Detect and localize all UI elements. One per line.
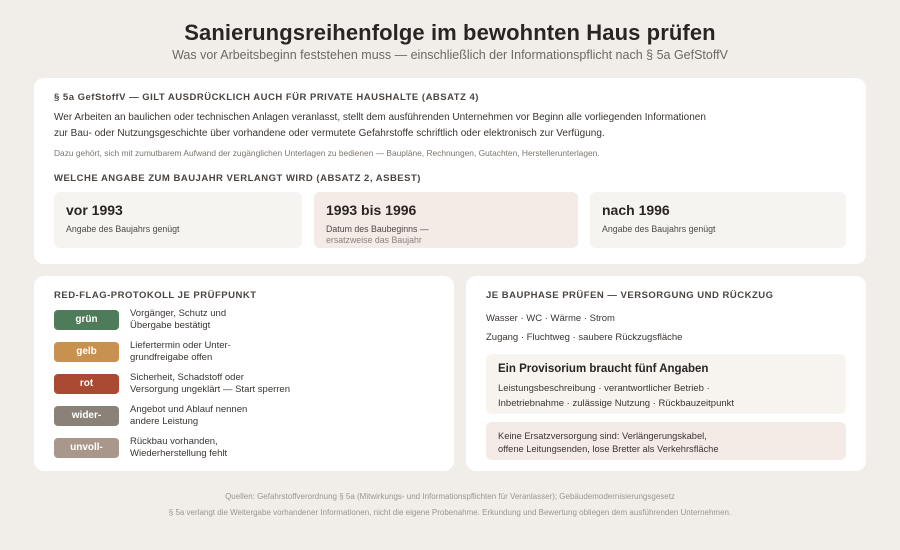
page-subtitle: Was vor Arbeitsbeginn feststehen muss — einschließlich der Informationspflicht nach § 5a GefStoffV [172, 48, 728, 62]
phase-supply-line: Wasser · WC · Wärme · Strom [486, 313, 615, 324]
year-box-desc-line2: ersatzweise das Baujahr [326, 235, 422, 245]
warning-text-line2: offene Leitungsenden, lose Bretter als Verkehrsfläche [498, 444, 719, 454]
provisorium-box [486, 354, 846, 414]
flag-pill: grün [54, 310, 119, 330]
duty-note: Dazu gehört, sich mit zumutbarem Aufwand der zugänglichen Unterlagen zu bedienen — Baupläne, Rechnungen, Gutachten, Herstellerunterlagen. [54, 148, 600, 158]
year-heading: WELCHE ANGABE ZUM BAUJAHR VERLANGT WIRD (ABSATZ 2, ASBEST) [54, 173, 421, 184]
flag-description-line2: Übergabe bestätigt [130, 320, 211, 331]
warning-text-line1: Keine Ersatzversorgung sind: Verlängerungskabel, [498, 431, 707, 441]
flag-description-line1: Sicherheit, Schadstoff oder [130, 372, 244, 383]
provisorium-title: Ein Provisorium braucht fünf Angaben [498, 363, 709, 375]
year-box-desc [66, 224, 179, 235]
flag-description [130, 372, 290, 396]
year-box-desc-line1: Angabe des Baujahrs genügt [66, 224, 180, 234]
duty-text [54, 110, 706, 142]
flag-description-line2: grundfreigabe offen [130, 352, 213, 363]
flag-description-line1: Liefertermin oder Unter- [130, 340, 231, 351]
flag-description-line1: Vorgänger, Schutz und [130, 308, 227, 319]
year-box-title: vor 1993 [66, 202, 123, 218]
flag-description-line1: Angebot und Ablauf nennen [130, 404, 248, 415]
provisorium-details-line2: Inbetriebnahme · zulässige Nutzung · Rückbauzeitpunkt [498, 398, 735, 409]
year-box-after-1996 [590, 192, 846, 248]
phase-card [466, 276, 866, 471]
duty-heading: § 5a GefStoffV — GILT AUSDRÜCKLICH AUCH FÜR PRIVATE HAUSHALTE (ABSATZ 4) [54, 92, 479, 103]
duty-card [34, 78, 866, 264]
year-box-title: nach 1996 [602, 202, 670, 218]
year-box-before-1993 [54, 192, 302, 248]
footer-note: § 5a verlangt die Weitergabe vorhandener Informationen, nicht die eigene Probenahme. Erkundung und Bewertung obliegen dem ausführenden Unternehmen. [168, 508, 732, 517]
provisorium-details-line1: Leistungsbeschreibung · verantwortlicher Betrieb · [498, 383, 710, 394]
flag-description-line2: andere Leistung [130, 416, 199, 427]
warning-text [498, 430, 719, 456]
flag-description [130, 404, 247, 428]
flag-description-line2: Versorgung ungeklärt — Start sperren [130, 384, 291, 395]
phase-retreat-line: Zugang · Fluchtweg · saubere Rückzugsfläche [486, 332, 683, 343]
warning-box [486, 422, 846, 460]
duty-text-line2: zur Bau- oder Nutzungsgeschichte über vorhandene oder vermutete Gefahrstoffe schriftlich oder elektronisch zur Verfügung. [54, 128, 605, 139]
footer-sources: Quellen: Gefahrstoffverordnung § 5a (Mitwirkungs- und Informationspflichten für Veranlasser); Gebäudemodernisierungsgesetz [225, 492, 675, 501]
redflag-heading: RED-FLAG-PROTOKOLL JE PRÜFPUNKT [54, 290, 257, 301]
year-box-title: 1993 bis 1996 [326, 202, 417, 218]
flag-description-line2: Wiederherstellung fehlt [130, 448, 228, 459]
flag-description [130, 340, 231, 364]
flag-description [130, 308, 226, 332]
year-box-desc [326, 224, 429, 246]
flag-description-line1: Rückbau vorhanden, [130, 436, 218, 447]
year-box-1993-1996 [314, 192, 578, 248]
page-title: Sanierungsreihenfolge im bewohnten Haus prüfen [184, 20, 716, 45]
provisorium-details [498, 381, 734, 411]
flag-description [130, 436, 227, 460]
flag-pill: gelb [54, 342, 119, 362]
flag-pill: wider- [54, 406, 119, 426]
year-box-desc [602, 224, 715, 235]
flag-pill: unvoll- [54, 438, 119, 458]
redflag-card [34, 276, 454, 471]
flag-pill: rot [54, 374, 119, 394]
year-box-desc-line1: Angabe des Baujahrs genügt [602, 224, 716, 234]
duty-text-line1: Wer Arbeiten an baulichen oder technischen Anlagen veranlasst, stellt dem ausführenden Unternehmen vor Beginn alle vorliegenden Informationen [54, 112, 706, 123]
year-box-desc-line1: Datum des Baubeginns — [326, 224, 429, 234]
phase-heading: JE BAUPHASE PRÜFEN — VERSORGUNG UND RÜCKZUG [486, 290, 774, 301]
